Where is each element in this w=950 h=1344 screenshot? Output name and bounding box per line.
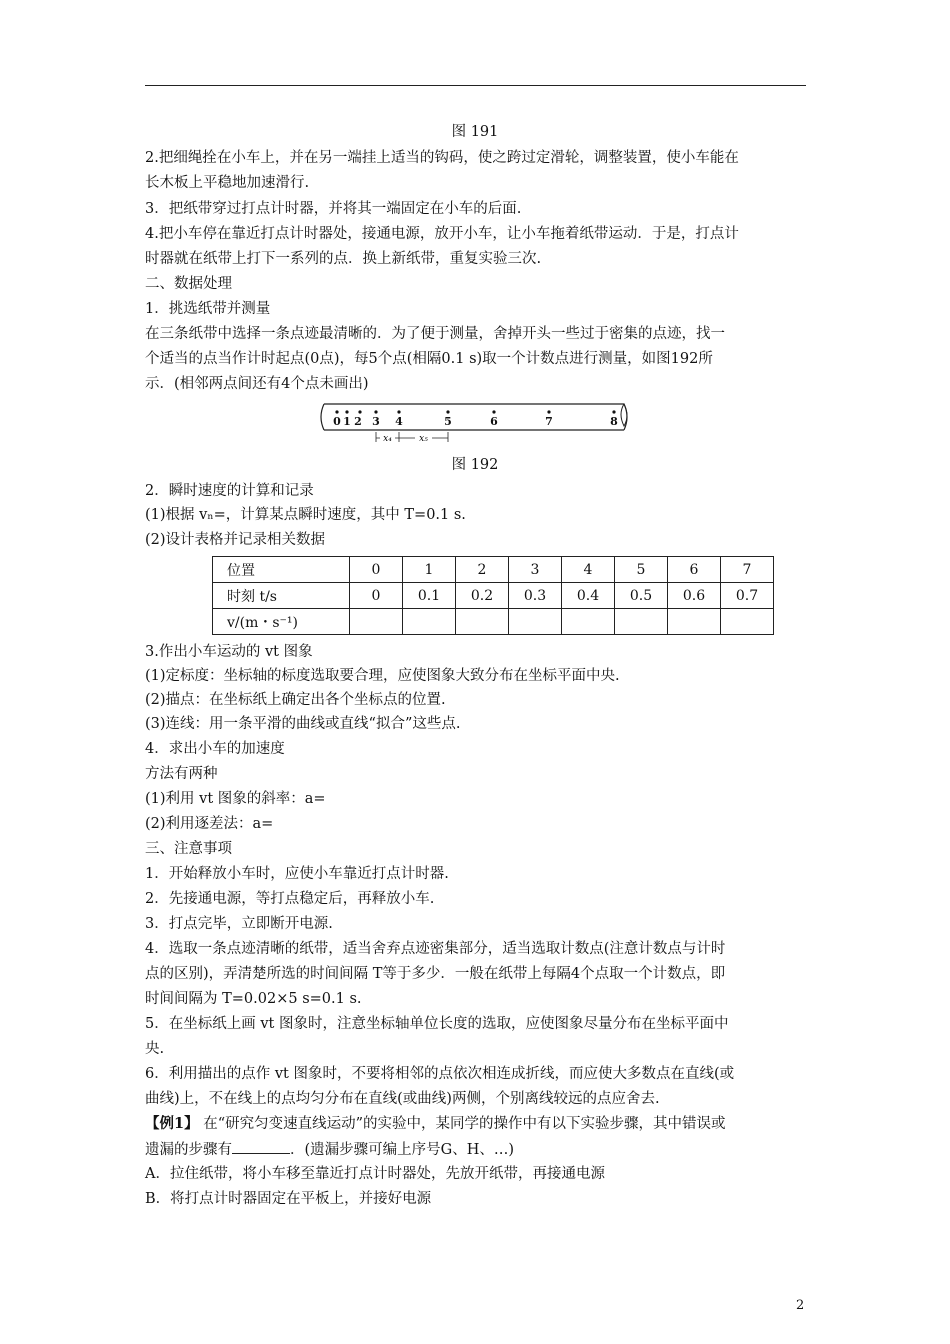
- table-cell: 0: [350, 583, 403, 609]
- tape-label-1: 1: [343, 415, 351, 428]
- subsection-1-title: 1．挑选纸带并测量: [145, 301, 271, 317]
- x4-label: x₄: [383, 434, 392, 444]
- table-cell-empty: [456, 609, 509, 635]
- x5-label: x₅: [419, 434, 428, 444]
- subsection-4-title: 4．求出小车的加速度: [145, 741, 285, 757]
- step-4-line-1: 4.把小车停在靠近打点计时器处，接通电源，放开小车，让小车拖着纸带运动．于是，打点计: [145, 226, 739, 242]
- example-question: 在“研究匀变速直线运动”的实验中，某同学的操作中有以下实验步骤，其中错误或: [198, 1116, 726, 1132]
- step-3: 3．把纸带穿过打点计时器，并将其一端固定在小车的后面.: [145, 201, 522, 217]
- table-cell: 6: [668, 557, 721, 583]
- step-2-line-2: 长木板上平稳地加速滑行.: [145, 175, 310, 191]
- example-note: ．(遗漏步骤可编上序号G、H、…): [290, 1142, 515, 1158]
- option-b: B．将打点计时器固定在平板上，并接好电源: [145, 1191, 432, 1207]
- paper-tape-figure: [318, 402, 630, 450]
- subsection-2-title: 2．瞬时速度的计算和记录: [145, 483, 314, 499]
- row-label-velocity: v/(m・s⁻¹): [213, 609, 350, 635]
- note-6-line-1: 6．利用描出的点作 vt 图象时，不要将相邻的点依次相连成折线，而应使大多数点在直线(或: [145, 1066, 735, 1082]
- step-4-line-2: 时器就在纸带上打下一系列的点．换上新纸带，重复实验三次.: [145, 251, 542, 267]
- tape-dot-1: [345, 410, 348, 413]
- tape-label-3: 3: [372, 415, 380, 428]
- tape-label-0: 0: [333, 415, 341, 428]
- example-1-line-1: [145, 1114, 726, 1134]
- note-4-line-3: 时间间隔为 T=0.02×5 s=0.1 s.: [145, 991, 362, 1007]
- note-6-line-2: 曲线)上，不在线上的点均匀分布在直线(或曲线)两侧，个别离线较远的点应舍去.: [145, 1091, 660, 1107]
- subsection-1-body-2: 个适当的点当作计时起点(0点)，每5个点(相隔0.1 s)取一个计数点进行测量，如图192所: [145, 351, 713, 367]
- tape-dot-2: [358, 410, 361, 413]
- figure-192-caption: 图 192: [451, 457, 499, 473]
- table-cell: 0.4: [562, 583, 615, 609]
- tape-dot-5: [446, 410, 449, 413]
- option-a: A．拉住纸带，将小车移至靠近打点计时器处，先放开纸带，再接通电源: [145, 1166, 605, 1182]
- table-cell: 3: [509, 557, 562, 583]
- tape-label-4: 4: [395, 415, 403, 428]
- example-prompt: 遗漏的步骤有: [145, 1142, 232, 1158]
- tape-dot-6: [492, 410, 495, 413]
- note-4-line-2: 点的区别)，弄清楚所选的时间间隔 T等于多少．一般在纸带上每隔4个点取一个计数点，即: [145, 966, 726, 982]
- instant-velocity-formula: (1)根据 vₙ=，计算某点瞬时速度，其中 T=0.1 s.: [145, 507, 466, 523]
- tape-label-6: 6: [490, 415, 498, 428]
- tape-dot-3: [374, 410, 377, 413]
- tape-label-7: 7: [545, 415, 553, 428]
- table-cell-empty: [509, 609, 562, 635]
- subsection-4-intro: 方法有两种: [145, 766, 218, 782]
- table-cell-empty: [350, 609, 403, 635]
- header-rule: [145, 85, 806, 86]
- tape-label-2: 2: [354, 415, 362, 428]
- subsection-3-item-3: (3)连线：用一条平滑的曲线或直线“拟合”这些点.: [145, 716, 461, 732]
- data-table: [212, 556, 774, 635]
- table-cell: 4: [562, 557, 615, 583]
- table-row-velocity: [213, 609, 774, 635]
- tape-dot-8: [612, 410, 615, 413]
- tape-label-5: 5: [444, 415, 452, 428]
- tape-label-8: 8: [610, 415, 618, 428]
- table-cell: 2: [456, 557, 509, 583]
- section-2-title: 二、数据处理: [145, 276, 232, 292]
- section-3-title: 三、注意事项: [145, 841, 232, 857]
- table-cell: 0.5: [615, 583, 668, 609]
- subsection-3-item-2: (2)描点：在坐标纸上确定出各个坐标点的位置.: [145, 692, 446, 708]
- tape-left-end: [321, 404, 324, 430]
- note-5-line-1: 5．在坐标纸上画 vt 图象时，注意坐标轴单位长度的选取，应使图象尽量分布在坐标平面中: [145, 1016, 729, 1032]
- subsection-3-title: 3.作出小车运动的 vt 图象: [145, 644, 313, 660]
- table-cell: 0.7: [721, 583, 774, 609]
- table-design-line: (2)设计表格并记录相关数据: [145, 532, 326, 548]
- subsection-1-body-1: 在三条纸带中选择一条点迹最清晰的．为了便于测量，舍掉开头一些过于密集的点迹，找一: [145, 326, 725, 342]
- tape-dot-7: [547, 410, 550, 413]
- example-1-line-2: [145, 1139, 514, 1160]
- table-cell-empty: [562, 609, 615, 635]
- table-cell: 0.1: [403, 583, 456, 609]
- subsection-4-item-2: (2)利用逐差法：a=: [145, 816, 274, 832]
- example-tag: 【例1】: [145, 1115, 199, 1132]
- tape-dot-4: [397, 410, 400, 413]
- table-row-position: [213, 557, 774, 583]
- table-cell-empty: [615, 609, 668, 635]
- subsection-3-item-1: (1)定标度：坐标轴的标度选取要合理，应使图象大致分布在坐标平面中央.: [145, 668, 620, 684]
- figure-191-caption: 图 191: [451, 124, 499, 140]
- note-5-line-2: 央.: [145, 1041, 165, 1057]
- note-2: 2．先接通电源，等打点稳定后，再释放小车.: [145, 891, 435, 907]
- table-cell: 0.2: [456, 583, 509, 609]
- answer-blank[interactable]: [232, 1139, 290, 1154]
- tape-dot-0: [335, 410, 338, 413]
- row-label-position: 位置: [213, 557, 350, 583]
- page-number: 2: [796, 1298, 805, 1313]
- table-cell: 7: [721, 557, 774, 583]
- note-3: 3．打点完毕，立即断开电源.: [145, 916, 333, 932]
- table-cell-empty: [668, 609, 721, 635]
- table-row-time: [213, 583, 774, 609]
- table-cell: 0.3: [509, 583, 562, 609]
- table-cell-empty: [721, 609, 774, 635]
- table-cell-empty: [403, 609, 456, 635]
- subsection-4-item-1: (1)利用 vt 图象的斜率：a=: [145, 791, 326, 807]
- step-2-line-1: 2.把细绳拴在小车上，并在另一端挂上适当的钩码，使之跨过定滑轮，调整装置，使小车能在: [145, 150, 739, 166]
- subsection-1-body-3: 示．(相邻两点间还有4个点未画出): [145, 376, 369, 392]
- table-cell: 0: [350, 557, 403, 583]
- table-cell: 0.6: [668, 583, 721, 609]
- table-cell: 1: [403, 557, 456, 583]
- row-label-time: 时刻 t/s: [213, 583, 350, 609]
- note-4-line-1: 4．选取一条点迹清晰的纸带，适当舍弃点迹密集部分，适当选取计数点(注意计数点与计时: [145, 941, 726, 957]
- table-cell: 5: [615, 557, 668, 583]
- note-1: 1．开始释放小车时，应使小车靠近打点计时器.: [145, 866, 449, 882]
